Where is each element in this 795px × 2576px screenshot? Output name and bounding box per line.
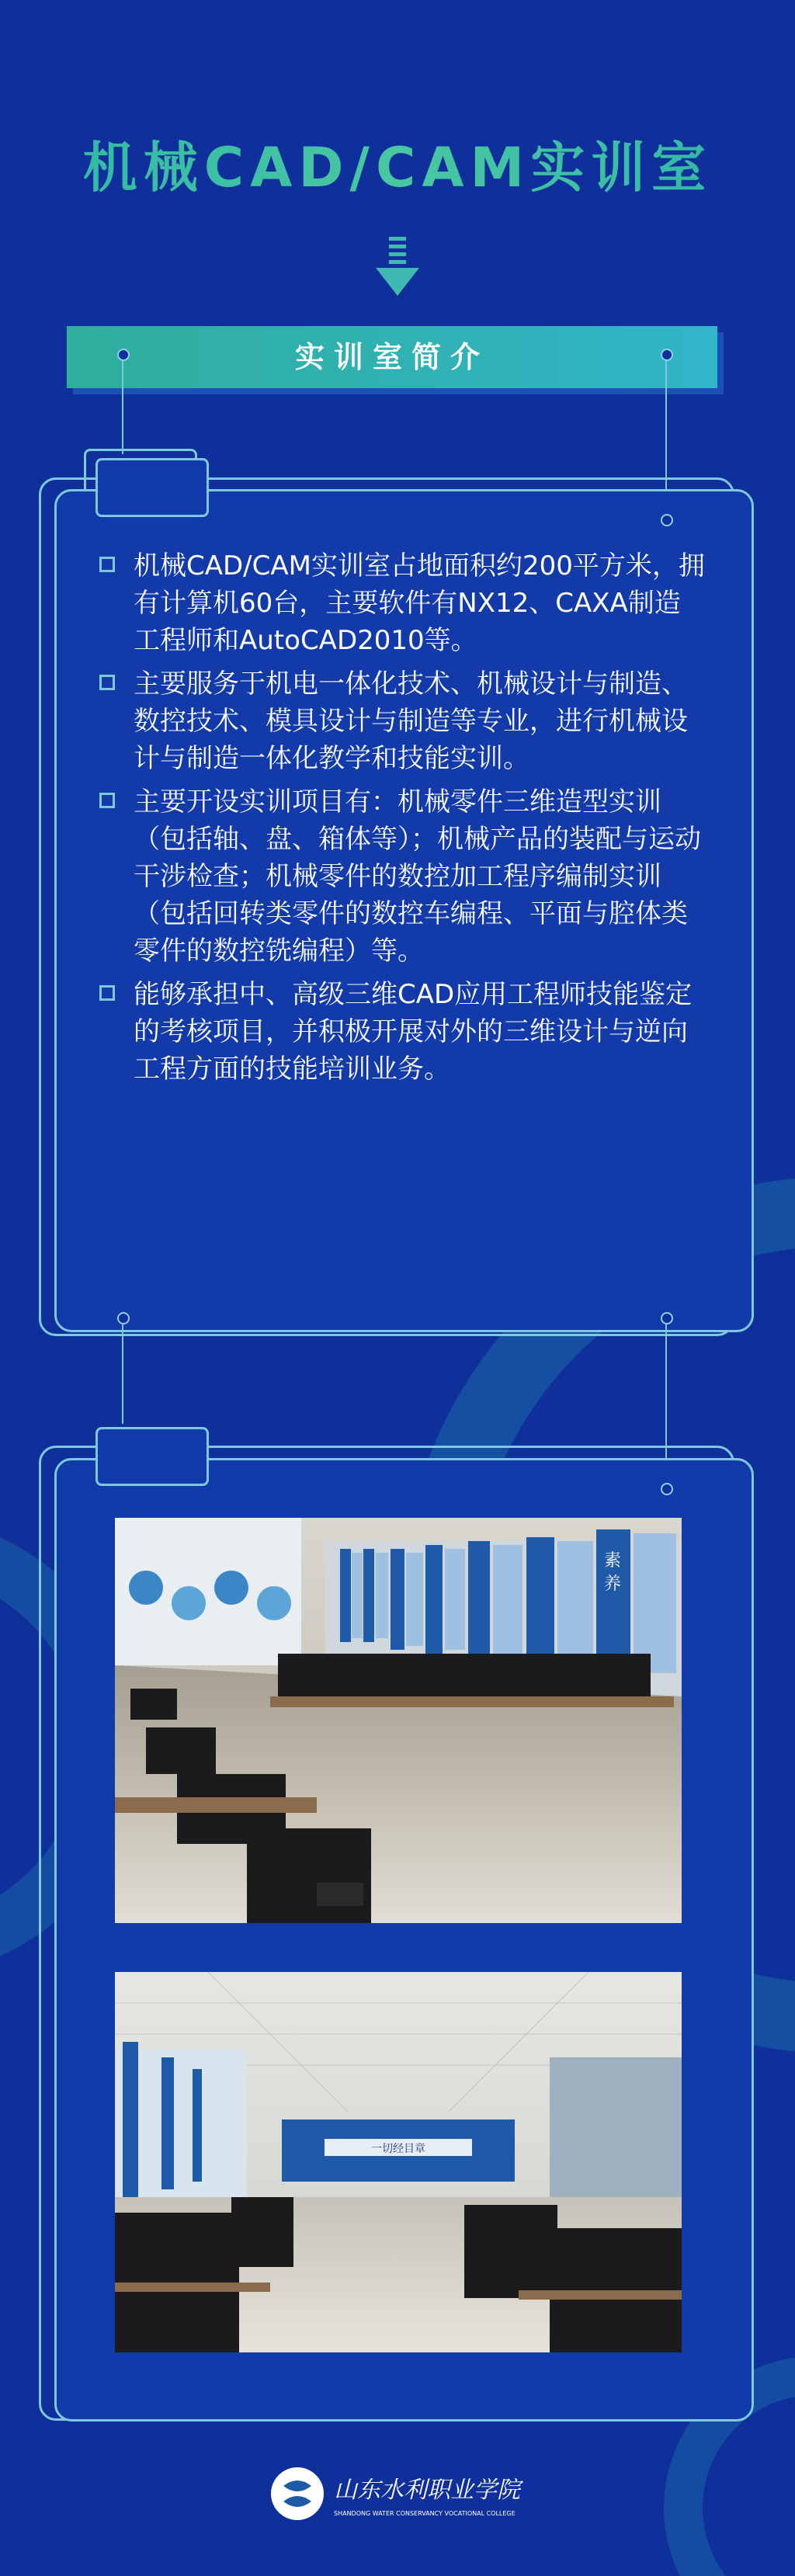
list-item: 主要开设实训项目有：机械零件三维造型实训（包括轴、盘、箱体等）；机械产品的装配与运动干涉检查；机械零件的数控加工程序编制实训（包括回转类零件的数控车编程、平面与腔体类零件的数控铣编程）等。	[99, 783, 705, 970]
connector-dot	[661, 1312, 673, 1324]
connector-dot	[661, 1483, 673, 1495]
logo-name-en: SHANDONG WATER CONSERVANCY VOCATIONAL COLLEGE	[334, 2510, 516, 2517]
connector-line	[122, 361, 123, 454]
logo-name: 山东水利职业学院	[334, 2477, 520, 2504]
checkbox-icon	[99, 557, 115, 572]
section-label: 实训室简介	[294, 340, 489, 374]
down-arrow-icon	[374, 237, 421, 314]
checkbox-icon	[99, 985, 115, 1001]
connector-dot	[117, 1312, 130, 1324]
banner-text: 一切经目章	[371, 2143, 425, 2155]
connector-dot	[117, 349, 130, 361]
section-header	[67, 326, 717, 388]
college-logo	[268, 2463, 532, 2525]
card-tab	[95, 1427, 209, 1486]
wall-text: 素	[604, 1551, 622, 1571]
wall-text: 养	[604, 1574, 622, 1594]
list-item: 能够承担中、高级三维CAD应用工程师技能鉴定的考核项目，并积极开展对外的三维设计与逆向工程方面的技能培训业务。	[99, 976, 705, 1088]
computer-lab-photo-1	[115, 1518, 682, 1923]
computer-lab-photo-2	[115, 1972, 682, 2352]
connector-dot	[661, 349, 673, 361]
checkbox-icon	[99, 793, 115, 808]
intro-list	[99, 547, 705, 1094]
checkbox-icon	[99, 675, 115, 690]
connector-line	[122, 1324, 123, 1424]
page-title: 机械CAD/CAM实训室	[0, 124, 795, 203]
connector-dot	[661, 514, 673, 526]
list-item: 机械CAD/CAM实训室占地面积约200平方米，拥有计算机60台，主要软件有NX12、CAXA制造工程师和AutoCAD2010等。	[99, 547, 705, 659]
list-item: 主要服务于机电一体化技术、机械设计与制造、数控技术、模具设计与制造等专业，进行机械设计与制造一体化教学和技能实训。	[99, 665, 705, 777]
card-tab	[95, 458, 209, 517]
